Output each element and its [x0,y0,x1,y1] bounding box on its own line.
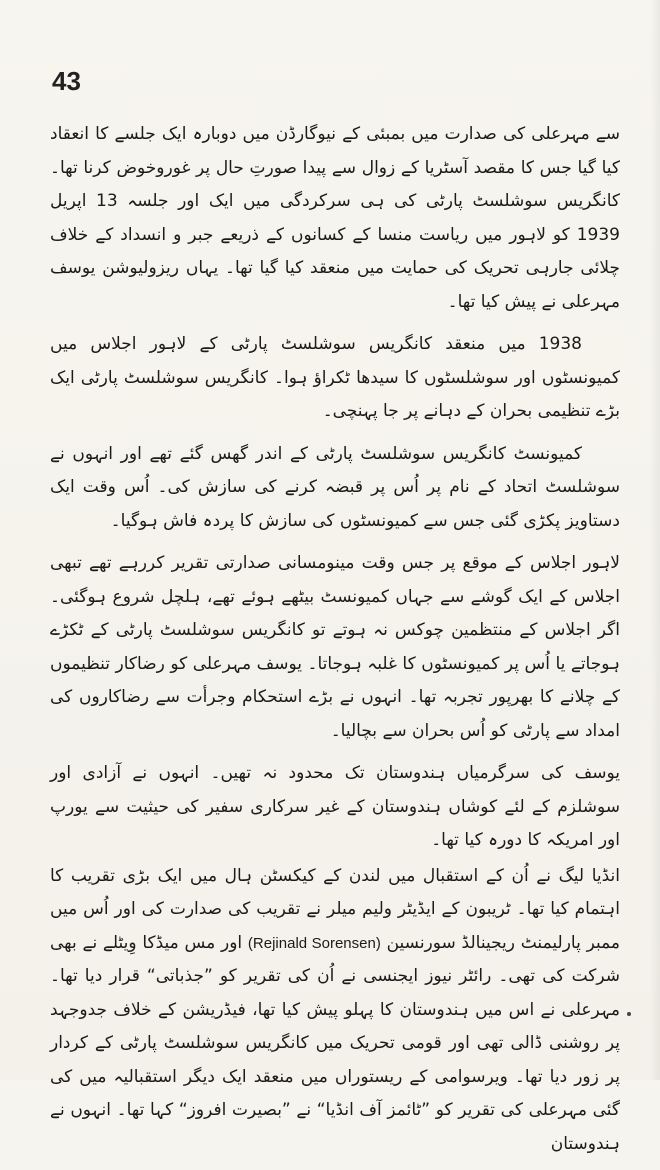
paragraph-6 [50,860,620,1162]
paragraph-4: لاہور اجلاس کے موقع پر جس وقت مینومسانی صدارتی تقریر کررہے تھے تبھی اجلاس کے ایک گوشے سے جہاں کمیونسٹ بیٹھے ہوئے تھے، ہلچل شروع ہوگئی۔ اگر اجلاس کے منتظمین چوکس نہ ہوتے تو کانگریس سوشلسٹ پارٹی کے ٹکڑے ہوجاتے یا اُس پر کمیونسٹوں کا غلبہ ہوجاتا۔ یوسف مہرعلی کو رضاکار تنظیموں کے چلانے کا بھرپور تجربہ تھا۔ انہوں نے بڑے استحکام وجرأت سے رضاکاروں کی امداد سے پارٹی کو اُس بحران سے بچالیا۔ [50,553,620,741]
paragraph-5: یوسف کی سرگرمیاں ہندوستان تک محدود نہ تھیں۔ انہوں نے آزادی اور سوشلزم کے لئے کوشاں ہندوستان کے غیر سرکاری سفیر کی حیثیت سے یورپ اور امریکہ کا دورہ کیا تھا۔ [50,763,620,850]
paragraph-1: سے مہرعلی کی صدارت میں بمبئی کے نیوگارڈن میں دوبارہ ایک جلسے کا انعقاد کیا گیا جس کا مقصد آسٹریا کے زوال سے پیدا صورتِ حال پر غوروخوض کرنا تھا۔ کانگریس سوشلسٹ پارٹی کی ہی سرکردگی میں ایک اور جلسہ 13 اپریل 1939 کو لاہور میں ریاست منسا کے کسانوں کے ذریعے جبر و انسداد کے خلاف چلائی جارہی تحریک کی حمایت میں منعقد کیا گیا تھا۔ یہاں ریزولیوشن یوسف مہرعلی نے پیش کیا تھا۔ [50,124,620,312]
english-name: (Rejinald Sorensen) [247,934,381,952]
paragraph-6-continued: اور مس میڈکا وِیٹلے نے بھی شرکت کی تھی۔ رائٹر نیوز ایجنسی نے اُن کی تقریر کو ”جذباتی“ قرار دیا تھا۔ مہرعلی نے اس میں ہندوستان کا پہلو پیش کیا تھا، فیڈریشن کے خلاف جدوجہد پر روشنی ڈالی تھی اور قومی تحریک میں کانگریس سوشلسٹ پارٹی کے کردار پر زور دیا تھا۔ ویرسوامی کے ریستوراں میں منعقد ایک دیگر استقبالیہ میں کی گئی مہرعلی کی تقریر کو ”ٹائمز آف انڈیا“ نے ”بصیرت افروز“ کہا تھا۔ انہوں نے ہندوستان [50,932,620,1154]
paragraph-3: کمیونسٹ کانگریس سوشلسٹ پارٹی کے اندر گھس گئے تھے اور انہوں نے سوشلسٹ اتحاد کے نام پر اُس پر قبضہ کرنے کی سازش کی۔ اُس وقت ایک دستاویز پکڑی گئی جس سے کمیونسٹوں کی سازش کا پردہ فاش ہوگیا۔ [50,443,620,531]
page-edge-shadow [650,0,660,1080]
margin-dot [627,1012,631,1016]
body-text [50,118,620,1170]
paragraph-2: 1938 میں منعقد کانگریس سوشلسٹ پارٹی کے لاہور اجلاس میں کمیونسٹوں اور سوشلسٹوں کا سیدھا ٹکراؤ ہوا۔ کانگریس سوشلسٹ پارٹی ایک بڑے تنظیمی بحران کے دہانے پر جا پہنچی۔ [50,334,620,421]
page-number: 43 [52,66,81,96]
paragraph-6-text: انڈیا لیگ نے اُن کے استقبال میں لندن کے کیکسٹن ہال میں ایک بڑی تقریب کا اہتمام کیا تھا۔ ٹریبون کے ایڈیٹر ولیم میلر نے تقریب کی صدارت کی اور اُس میں ممبر پارلیمنٹ ریجینالڈ سورنسین [50,865,621,953]
